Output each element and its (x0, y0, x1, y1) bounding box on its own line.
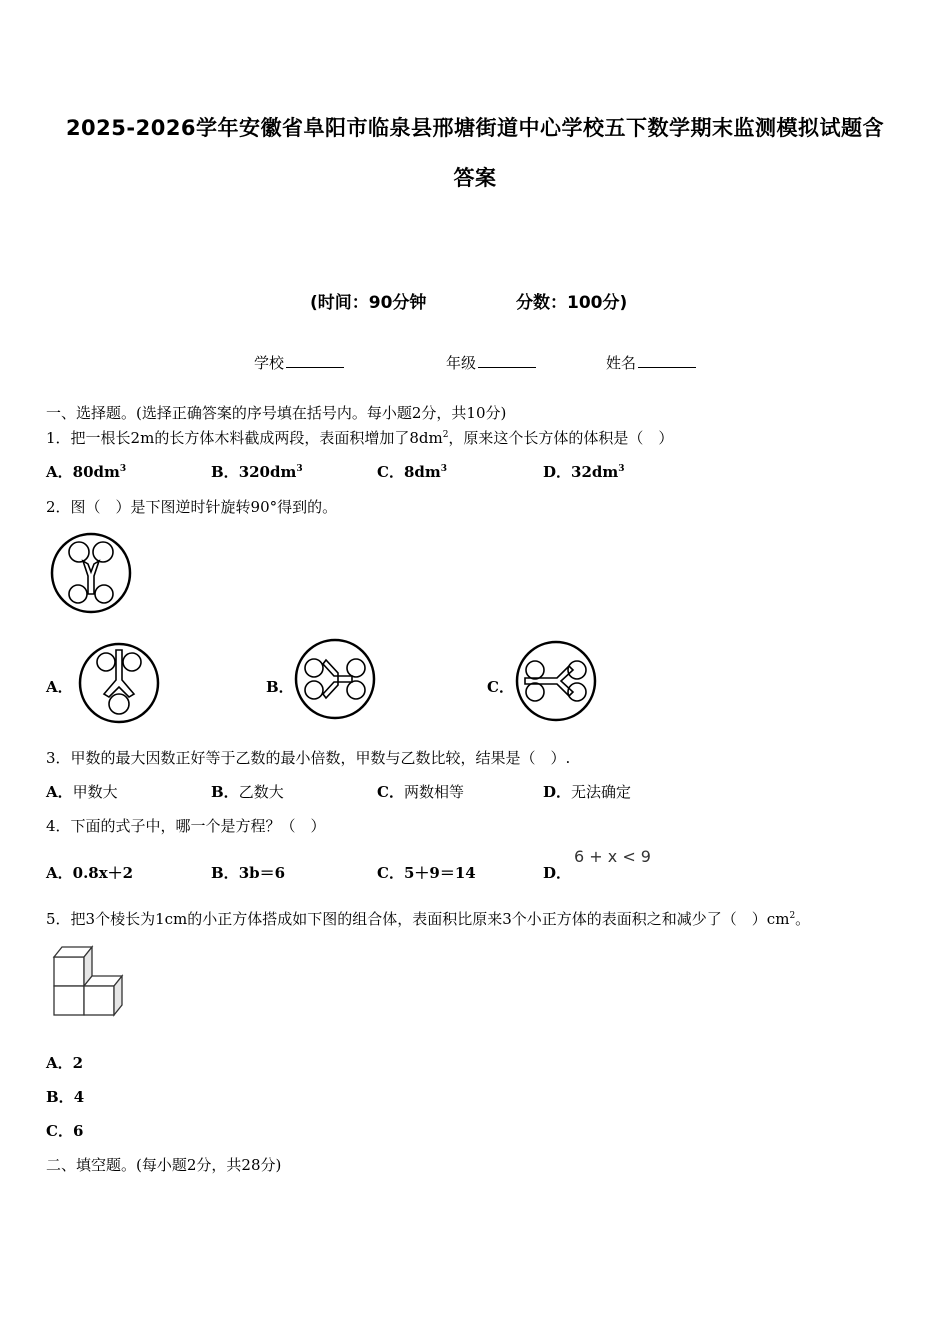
q1-option-a[interactable]: A．$80dm^3$ (46, 463, 127, 481)
q5-option-c[interactable]: C．6 (46, 1122, 84, 1140)
q1-text-a: 把一根长2m的长方体木料截成两段，表面积增加了8dm (70, 429, 443, 447)
grade-label: 年级 (446, 354, 477, 372)
q1-text-b: ，原来这个长方体的体积是（ ） (448, 429, 674, 447)
q2-option-c-figure[interactable] (515, 640, 597, 722)
q3-option-a[interactable]: A．甲数大 (46, 783, 118, 801)
exam-title-line2: 答案 (453, 166, 497, 190)
q1-option-b[interactable]: B．$320dm^3$ (211, 463, 303, 481)
question-1 (46, 427, 673, 448)
q2-option-a[interactable]: A． (46, 678, 73, 696)
q4-option-b[interactable]: B．3b＝6 (211, 864, 286, 882)
name-label: 姓名 (606, 354, 637, 372)
section1-heading: 一、选择题。(选择正确答案的序号填在括号内。每小题2分，共10分) (46, 404, 507, 422)
q5-text-a: 把3个棱长为1cm的小正方体搭成如下图的组合体，表面积比原来3个小正方体的表面积之和减少了（ ）cm (70, 910, 790, 928)
q3-text: 甲数的最大因数正好等于乙数的最小倍数，甲数与乙数比较，结果是（ ）. (70, 749, 571, 767)
section2-heading: 二、填空题。(每小题2分，共28分) (46, 1156, 282, 1174)
q5-cube-figure (52, 945, 126, 1017)
q4-option-c[interactable]: C．5＋9＝14 (377, 864, 476, 882)
q4-option-d[interactable]: D． (543, 864, 572, 882)
q2-option-a-figure[interactable] (78, 642, 160, 724)
q2-option-c[interactable]: C． (487, 678, 514, 696)
q1-number: 1． (46, 429, 71, 447)
q3-number: 3． (46, 749, 71, 767)
q2-text: 图（ ）是下图逆时针旋转90°得到的。 (70, 498, 338, 516)
question-3 (46, 747, 570, 768)
q3-option-d[interactable]: D．无法确定 (543, 783, 632, 801)
q5-text-b: 。 (795, 910, 811, 928)
name-blank (638, 353, 696, 368)
q5-option-a[interactable]: A．2 (46, 1054, 84, 1072)
q4-option-a[interactable]: A．0.8x＋2 (46, 864, 134, 882)
grade-field (446, 352, 536, 373)
q2-option-b[interactable]: B． (266, 678, 294, 696)
question-2 (46, 496, 337, 517)
grade-blank (478, 353, 536, 368)
q4-number: 4． (46, 817, 71, 835)
q3-option-c[interactable]: C．两数相等 (377, 783, 464, 801)
exam-time: (时间：90分钟 (310, 293, 427, 313)
q1-option-d[interactable]: D．$32dm^3$ (543, 463, 625, 481)
q5-number: 5． (46, 910, 71, 928)
school-blank (286, 353, 344, 368)
q4-option-d-expression: 6 + x < 9 (574, 847, 651, 866)
q1-sup: 2 (442, 430, 449, 440)
question-4 (46, 815, 326, 836)
exam-title-line1: 2025-2026学年安徽省阜阳市临泉县邢塘街道中心学校五下数学期末监测模拟试题含 (65, 116, 885, 140)
name-field (606, 352, 696, 373)
school-field (254, 352, 344, 373)
exam-score: 分数：100分) (516, 293, 628, 313)
question-5 (46, 908, 810, 929)
q2-original-figure (50, 532, 132, 614)
q1-option-c[interactable]: C．$8dm^3$ (377, 463, 448, 481)
q2-option-b-figure[interactable] (294, 638, 376, 720)
q4-text: 下面的式子中，哪一个是方程？（ ） (70, 817, 326, 835)
q5-sup: 2 (789, 911, 796, 921)
school-label: 学校 (254, 354, 285, 372)
q2-number: 2． (46, 498, 71, 516)
q5-option-b[interactable]: B．4 (46, 1088, 85, 1106)
q3-option-b[interactable]: B．乙数大 (211, 783, 284, 801)
